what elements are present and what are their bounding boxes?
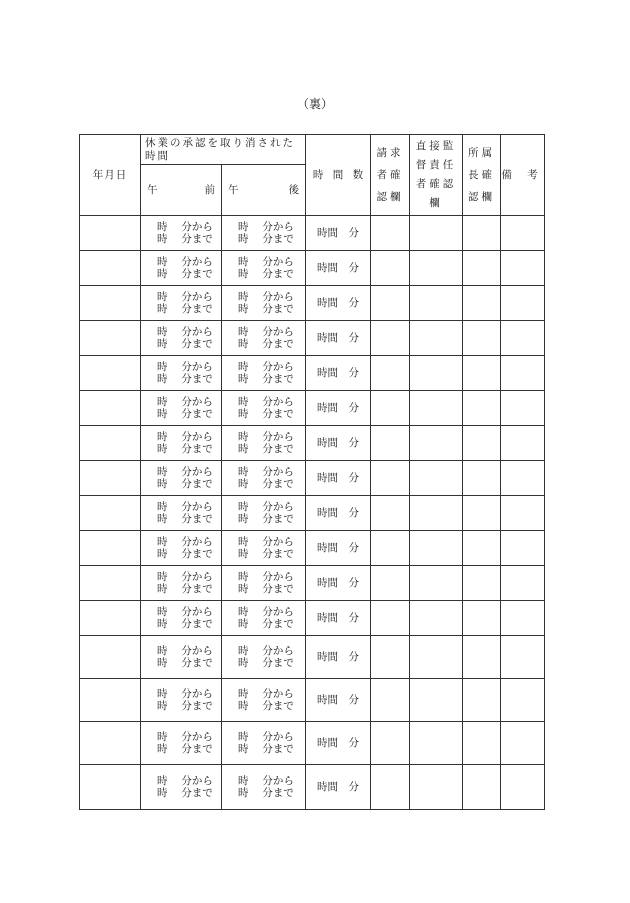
hours-cell[interactable] [306, 391, 371, 426]
requester-check-cell[interactable] [371, 722, 410, 765]
time-from-text: 時 分から [238, 730, 294, 743]
header-cancelled-time: 休業の承認を取り消された時間 [141, 135, 306, 165]
time-to-text: 時 分まで [157, 408, 213, 421]
time-to-text: 時 分まで [157, 787, 213, 800]
time-from-text: 時 分から [157, 360, 213, 373]
table-row [80, 496, 545, 531]
hours-text: 時間 分 [317, 611, 359, 624]
pm-time-range-cell[interactable] [222, 722, 306, 765]
date-cell[interactable] [80, 765, 141, 810]
time-from-text: 時 分から [238, 395, 294, 408]
table-row [80, 216, 545, 251]
table-row [80, 356, 545, 391]
am-time-range-cell[interactable] [141, 722, 222, 765]
time-to-text: 時 分まで [157, 268, 213, 281]
pm-time-range-cell[interactable] [222, 636, 306, 679]
time-to-text: 時 分まで [238, 443, 294, 456]
requester-check-cell[interactable] [371, 679, 410, 722]
header-supervisor-check [410, 135, 463, 216]
table-row [80, 636, 545, 679]
pm-time-range-cell[interactable] [222, 251, 306, 286]
date-cell[interactable] [80, 679, 141, 722]
hours-cell[interactable] [306, 679, 371, 722]
notes-cell[interactable] [501, 722, 545, 765]
pm-time-range-cell[interactable] [222, 356, 306, 391]
supervisor-check-cell[interactable] [410, 496, 463, 531]
am-time-range-cell[interactable] [141, 426, 222, 461]
requester-check-cell[interactable] [371, 531, 410, 566]
supervisor-check-cell[interactable] [410, 601, 463, 636]
time-to-text: 時 分まで [157, 233, 213, 246]
table-row [80, 566, 545, 601]
time-to-text: 時 分まで [238, 338, 294, 351]
time-from-text: 時 分から [238, 325, 294, 338]
hours-text: 時間 分 [317, 506, 359, 519]
hours-cell[interactable] [306, 765, 371, 810]
hours-cell[interactable] [306, 216, 371, 251]
am-time-range-cell[interactable] [141, 216, 222, 251]
pm-time-range-cell[interactable] [222, 765, 306, 810]
header-requester-check [371, 135, 410, 216]
time-from-text: 時 分から [238, 605, 294, 618]
time-from-text: 時 分から [157, 325, 213, 338]
supervisor-check-cell[interactable] [410, 636, 463, 679]
header-am-char: 午 [147, 183, 158, 196]
time-from-text: 時 分から [157, 730, 213, 743]
notes-cell[interactable] [501, 321, 545, 356]
date-cell[interactable] [80, 461, 141, 496]
manager-check-cell[interactable] [463, 216, 501, 251]
hours-cell[interactable] [306, 286, 371, 321]
pm-time-range-cell[interactable] [222, 216, 306, 251]
time-from-text: 時 分から [238, 360, 294, 373]
header-requester-line: 請求 [376, 147, 404, 160]
am-time-range-cell[interactable] [141, 531, 222, 566]
requester-check-cell[interactable] [371, 356, 410, 391]
time-from-text: 時 分から [238, 430, 294, 443]
hours-text: 時間 分 [317, 541, 359, 554]
header-supervisor-line: 直接監 [415, 140, 457, 153]
manager-check-cell[interactable] [463, 636, 501, 679]
time-from-text: 時 分から [157, 255, 213, 268]
time-from-text: 時 分から [238, 687, 294, 700]
hours-text: 時間 分 [317, 226, 359, 239]
time-to-text: 時 分まで [238, 787, 294, 800]
supervisor-check-cell[interactable] [410, 251, 463, 286]
time-from-text: 時 分から [157, 535, 213, 548]
date-cell[interactable] [80, 286, 141, 321]
time-from-text: 時 分から [238, 290, 294, 303]
notes-cell[interactable] [501, 356, 545, 391]
header-requester-lines [371, 142, 409, 208]
am-time-range-cell[interactable] [141, 636, 222, 679]
header-manager-line: 所属 [468, 147, 495, 160]
manager-check-cell[interactable] [463, 601, 501, 636]
header-manager-lines [463, 142, 500, 208]
time-to-text: 時 分まで [157, 657, 213, 670]
table-row [80, 286, 545, 321]
am-time-range-cell[interactable] [141, 461, 222, 496]
header-manager-line: 長確 [468, 169, 495, 182]
am-time-range-cell[interactable] [141, 251, 222, 286]
header-am [141, 165, 222, 216]
requester-check-cell[interactable] [371, 391, 410, 426]
time-to-text: 時 分まで [238, 700, 294, 713]
time-from-text: 時 分から [157, 500, 213, 513]
hours-cell[interactable] [306, 722, 371, 765]
supervisor-check-cell[interactable] [410, 679, 463, 722]
notes-cell[interactable] [501, 679, 545, 722]
am-time-range-cell[interactable] [141, 321, 222, 356]
time-from-text: 時 分から [157, 570, 213, 583]
date-cell[interactable] [80, 496, 141, 531]
requester-check-cell[interactable] [371, 636, 410, 679]
notes-cell[interactable] [501, 461, 545, 496]
date-cell[interactable] [80, 321, 141, 356]
hours-text: 時間 分 [317, 736, 359, 749]
time-to-text: 時 分まで [157, 478, 213, 491]
hours-cell[interactable] [306, 461, 371, 496]
supervisor-check-cell[interactable] [410, 461, 463, 496]
table-row [80, 722, 545, 765]
hours-text: 時間 分 [317, 693, 359, 706]
hours-text: 時間 分 [317, 436, 359, 449]
table-row [80, 765, 545, 810]
supervisor-check-cell[interactable] [410, 566, 463, 601]
requester-check-cell[interactable] [371, 321, 410, 356]
hours-cell[interactable] [306, 531, 371, 566]
time-to-text: 時 分まで [238, 233, 294, 246]
time-to-text: 時 分まで [238, 373, 294, 386]
date-cell[interactable] [80, 566, 141, 601]
header-supervisor-line: 者確認 [415, 178, 457, 191]
header-pm-label [222, 184, 305, 197]
date-cell[interactable] [80, 531, 141, 566]
time-from-text: 時 分から [238, 500, 294, 513]
pm-time-range-cell[interactable] [222, 321, 306, 356]
time-to-text: 時 分まで [238, 408, 294, 421]
header-hours: 時 間 数 [306, 135, 371, 216]
time-to-text: 時 分まで [238, 743, 294, 756]
table-row [80, 426, 545, 461]
pm-time-range-cell[interactable] [222, 391, 306, 426]
time-to-text: 時 分まで [157, 700, 213, 713]
time-to-text: 時 分まで [157, 373, 213, 386]
time-to-text: 時 分まで [157, 303, 213, 316]
table-row [80, 251, 545, 286]
hours-text: 時間 分 [317, 576, 359, 589]
hours-cell[interactable] [306, 426, 371, 461]
requester-check-cell[interactable] [371, 496, 410, 531]
hours-text: 時間 分 [317, 471, 359, 484]
pm-time-range-cell[interactable] [222, 566, 306, 601]
requester-check-cell[interactable] [371, 251, 410, 286]
header-manager-line: 認欄 [468, 191, 495, 204]
header-am-label [141, 184, 221, 197]
am-time-range-cell[interactable] [141, 391, 222, 426]
time-to-text: 時 分まで [238, 583, 294, 596]
table-row [80, 391, 545, 426]
hours-cell[interactable] [306, 356, 371, 391]
supervisor-check-cell[interactable] [410, 216, 463, 251]
am-time-range-cell[interactable] [141, 679, 222, 722]
hours-text: 時間 分 [317, 261, 359, 274]
header-am-char: 前 [204, 183, 215, 196]
header-date: 年月日 [80, 135, 141, 216]
notes-cell[interactable] [501, 286, 545, 321]
requester-check-cell[interactable] [371, 286, 410, 321]
pm-time-range-cell[interactable] [222, 426, 306, 461]
time-from-text: 時 分から [238, 570, 294, 583]
manager-check-cell[interactable] [463, 531, 501, 566]
notes-cell[interactable] [501, 391, 545, 426]
date-cell[interactable] [80, 601, 141, 636]
hours-text: 時間 分 [317, 331, 359, 344]
date-cell[interactable] [80, 216, 141, 251]
hours-text: 時間 分 [317, 650, 359, 663]
supervisor-check-cell[interactable] [410, 391, 463, 426]
pm-time-range-cell[interactable] [222, 461, 306, 496]
manager-check-cell[interactable] [463, 765, 501, 810]
time-to-text: 時 分まで [157, 548, 213, 561]
date-cell[interactable] [80, 251, 141, 286]
manager-check-cell[interactable] [463, 286, 501, 321]
table-row [80, 679, 545, 722]
hours-cell[interactable] [306, 251, 371, 286]
manager-check-cell[interactable] [463, 356, 501, 391]
requester-check-cell[interactable] [371, 765, 410, 810]
leave-cancellation-table [79, 134, 545, 810]
time-from-text: 時 分から [238, 220, 294, 233]
requester-check-cell[interactable] [371, 426, 410, 461]
notes-cell[interactable] [501, 531, 545, 566]
header-supervisor-line: 欄 [429, 197, 443, 210]
time-to-text: 時 分まで [157, 743, 213, 756]
supervisor-check-cell[interactable] [410, 286, 463, 321]
time-from-text: 時 分から [157, 430, 213, 443]
date-cell[interactable] [80, 356, 141, 391]
pm-time-range-cell[interactable] [222, 531, 306, 566]
header-requester-line: 認欄 [376, 191, 404, 204]
pm-time-range-cell[interactable] [222, 496, 306, 531]
time-from-text: 時 分から [157, 605, 213, 618]
notes-cell[interactable] [501, 566, 545, 601]
manager-check-cell[interactable] [463, 679, 501, 722]
pm-time-range-cell[interactable] [222, 679, 306, 722]
am-time-range-cell[interactable] [141, 566, 222, 601]
notes-cell[interactable] [501, 496, 545, 531]
time-from-text: 時 分から [238, 255, 294, 268]
header-supervisor-line: 督責任 [415, 159, 457, 172]
am-time-range-cell[interactable] [141, 496, 222, 531]
hours-text: 時間 分 [317, 296, 359, 309]
manager-check-cell[interactable] [463, 426, 501, 461]
requester-check-cell[interactable] [371, 216, 410, 251]
supervisor-check-cell[interactable] [410, 765, 463, 810]
notes-cell[interactable] [501, 601, 545, 636]
time-from-text: 時 分から [238, 535, 294, 548]
manager-check-cell[interactable] [463, 461, 501, 496]
date-cell[interactable] [80, 426, 141, 461]
time-to-text: 時 分まで [157, 338, 213, 351]
header-notes: 備 考 [501, 135, 545, 216]
time-from-text: 時 分から [157, 687, 213, 700]
time-from-text: 時 分から [157, 644, 213, 657]
supervisor-check-cell[interactable] [410, 722, 463, 765]
manager-check-cell[interactable] [463, 251, 501, 286]
notes-cell[interactable] [501, 216, 545, 251]
header-pm-char: 後 [288, 183, 299, 196]
requester-check-cell[interactable] [371, 566, 410, 601]
hours-text: 時間 分 [317, 780, 359, 793]
table-row [80, 321, 545, 356]
date-cell[interactable] [80, 636, 141, 679]
time-to-text: 時 分まで [238, 478, 294, 491]
page-title: （裏） [296, 97, 333, 111]
notes-cell[interactable] [501, 426, 545, 461]
notes-cell[interactable] [501, 636, 545, 679]
am-time-range-cell[interactable] [141, 356, 222, 391]
header-pm-char: 午 [228, 183, 239, 196]
am-time-range-cell[interactable] [141, 765, 222, 810]
time-to-text: 時 分まで [238, 303, 294, 316]
time-from-text: 時 分から [238, 644, 294, 657]
header-requester-line: 者確 [376, 169, 404, 182]
hours-cell[interactable] [306, 636, 371, 679]
time-from-text: 時 分から [238, 465, 294, 478]
notes-cell[interactable] [501, 765, 545, 810]
manager-check-cell[interactable] [463, 496, 501, 531]
time-to-text: 時 分まで [157, 443, 213, 456]
time-from-text: 時 分から [157, 395, 213, 408]
pm-time-range-cell[interactable] [222, 286, 306, 321]
time-to-text: 時 分まで [238, 513, 294, 526]
pm-time-range-cell[interactable] [222, 601, 306, 636]
hours-cell[interactable] [306, 566, 371, 601]
supervisor-check-cell[interactable] [410, 356, 463, 391]
header-supervisor-lines [410, 137, 462, 213]
table-row [80, 461, 545, 496]
date-cell[interactable] [80, 391, 141, 426]
am-time-range-cell[interactable] [141, 286, 222, 321]
hours-cell[interactable] [306, 496, 371, 531]
supervisor-check-cell[interactable] [410, 531, 463, 566]
supervisor-check-cell[interactable] [410, 426, 463, 461]
manager-check-cell[interactable] [463, 722, 501, 765]
time-from-text: 時 分から [157, 465, 213, 478]
time-to-text: 時 分まで [238, 618, 294, 631]
hours-cell[interactable] [306, 601, 371, 636]
date-cell[interactable] [80, 722, 141, 765]
time-from-text: 時 分から [157, 774, 213, 787]
table-row [80, 601, 545, 636]
time-to-text: 時 分まで [157, 583, 213, 596]
hours-text: 時間 分 [317, 366, 359, 379]
am-time-range-cell[interactable] [141, 601, 222, 636]
hours-text: 時間 分 [317, 401, 359, 414]
time-from-text: 時 分から [157, 220, 213, 233]
manager-check-cell[interactable] [463, 391, 501, 426]
time-from-text: 時 分から [238, 774, 294, 787]
supervisor-check-cell[interactable] [410, 321, 463, 356]
time-to-text: 時 分まで [238, 548, 294, 561]
manager-check-cell[interactable] [463, 321, 501, 356]
time-from-text: 時 分から [157, 290, 213, 303]
time-to-text: 時 分まで [238, 657, 294, 670]
notes-cell[interactable] [501, 251, 545, 286]
header-manager-check [463, 135, 501, 216]
time-to-text: 時 分まで [238, 268, 294, 281]
requester-check-cell[interactable] [371, 601, 410, 636]
manager-check-cell[interactable] [463, 566, 501, 601]
table-row [80, 531, 545, 566]
hours-cell[interactable] [306, 321, 371, 356]
time-to-text: 時 分まで [157, 513, 213, 526]
header-pm [222, 165, 306, 216]
requester-check-cell[interactable] [371, 461, 410, 496]
time-to-text: 時 分まで [157, 618, 213, 631]
